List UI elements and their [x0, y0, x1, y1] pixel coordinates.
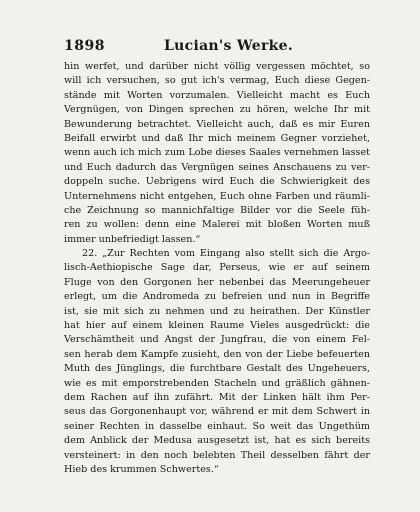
- text-line: che Zeichnung so mannichfaltige Bilder vor die Seele füh-: [64, 204, 370, 216]
- text-line: dem Rachen auf ihn zufährt. Mit der Linken hält ihm Per-: [64, 391, 370, 403]
- page-header: [64, 38, 370, 58]
- text-line: Muth des Jünglings, die furchtbare Gestalt des Ungeheuers,: [64, 363, 370, 375]
- text-line: Fluge von den Gorgonen her nebenbei das Meerungeheuer: [64, 276, 370, 288]
- body-text: [64, 60, 370, 477]
- text-line: Vergnügen, von Dingen sprechen zu hören, welche Ihr mit: [64, 104, 370, 116]
- text-line: hat hier auf einem kleinen Raume Vieles ausgedrückt: die: [64, 320, 370, 332]
- text-line: dem Anblick der Medusa ausgesetzt ist, hat es sich bereits: [64, 435, 370, 447]
- text-line: Beifall erwirbt und daß Ihr mich meinem Gegner vorziehet,: [64, 132, 370, 144]
- text-line: und Euch dadurch das Vergnügen seines Anschauens zu ver-: [64, 161, 370, 173]
- text-line: stände mit Worten vorzumalen. Vielleicht macht es Euch: [64, 89, 370, 101]
- text-line: Verschämtheit und Angst der Jungfrau, die von einem Fel-: [64, 334, 370, 346]
- text-line: Unternehmens nicht entgehen, Euch ohne Farben und räumli-: [64, 190, 370, 202]
- text-line: doppeln suche. Uebrigens wird Euch die Schwierigkeit des: [64, 176, 370, 188]
- text-line: sen herab dem Kampfe zusieht, den von der Liebe befeuerten: [64, 348, 370, 360]
- text-line: wie es mit emporstrebenden Stacheln und gräßlich gähnen-: [64, 377, 370, 389]
- text-line: wenn auch ich mich zum Lobe dieses Saales vernehmen lasset: [64, 147, 370, 159]
- text-line: lisch-Aethiopische Sage dar, Perseus, wie er auf seinem: [64, 262, 370, 274]
- text-line: 22. „Zur Rechten vom Eingang also stellt sich die Argo-: [82, 248, 370, 260]
- text-line: ist, sie mit sich zu nehmen und zu heirathen. Der Künstler: [64, 305, 370, 317]
- text-line: ren zu wollen: denn eine Malerei mit bloßen Worten muß: [64, 219, 370, 231]
- text-line: erlegt, um die Andromeda zu befreien und nun in Begriffe: [64, 291, 370, 303]
- text-line: will ich versuchen, so gut ich's vermag, Euch diese Gegen-: [64, 75, 370, 87]
- text-line: seiner Rechten in dasselbe einhaut. So weit das Ungethüm: [64, 420, 370, 432]
- text-line: Bewunderung betrachtet. Vielleicht auch, daß es mir Euren: [64, 118, 370, 130]
- text-line: seus das Gorgonenhaupt vor, während er mit dem Schwert in: [64, 406, 370, 418]
- text-line: immer unbefriedigt lassen.“: [64, 233, 201, 245]
- page-number: 1898: [64, 38, 105, 54]
- text-line: hin werfet, und darüber nicht völlig vergessen möchtet, so: [64, 61, 370, 72]
- text-line: versteinert: in den noch belebten Theil desselben fährt der: [64, 449, 370, 461]
- running-title: Lucian's Werke.: [164, 38, 294, 54]
- text-line: Hieb des krummen Schwertes.“: [64, 463, 219, 475]
